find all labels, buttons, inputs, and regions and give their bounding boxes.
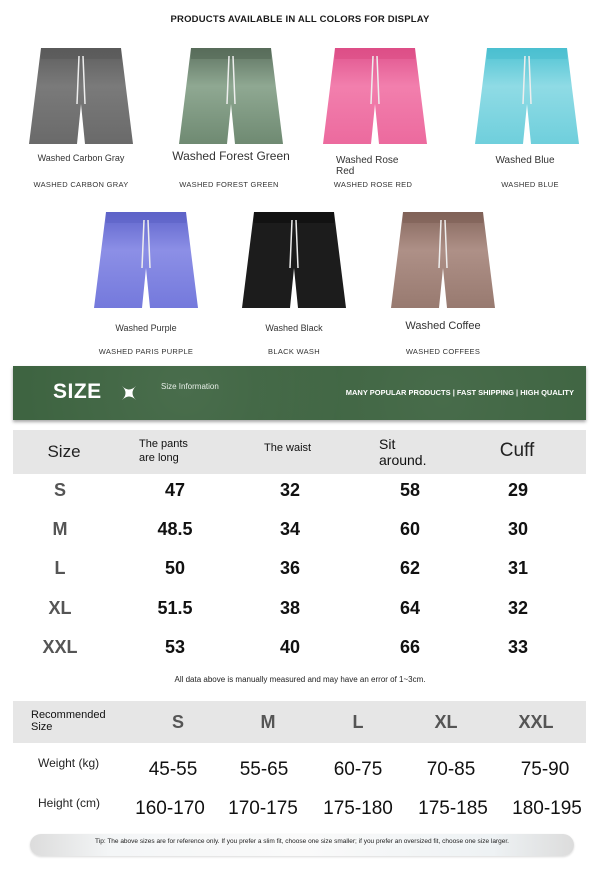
shorts-image	[467, 44, 587, 150]
header-line: The pants	[139, 438, 188, 450]
measurement-value: 38	[279, 598, 301, 618]
weight-l: 60-75	[333, 759, 383, 780]
height-s: 160-170	[135, 798, 205, 819]
measurement-value: 62	[399, 558, 421, 578]
tip-text: Tip: The above sizes are for reference only. If you prefer a slim fit, choose one size smaller; if you prefer an oversized fit, choose one size larger.	[95, 838, 509, 845]
measurement-value: 51.5	[157, 598, 193, 618]
header-line: are long	[139, 452, 179, 464]
rec-size-xxl: XXL	[518, 712, 554, 732]
size-label: XXL	[42, 637, 78, 657]
shorts-image	[21, 44, 141, 150]
shorts-image	[234, 208, 354, 314]
product-caption: BLACK WASH	[268, 347, 320, 356]
header-line: around.	[379, 452, 427, 468]
header-line: Size	[31, 721, 53, 733]
rec-size-xl: XL	[434, 712, 458, 732]
product-label: Washed Blue	[495, 155, 555, 166]
header-line: Sit	[379, 436, 396, 452]
product-carbon-gray[interactable]	[6, 44, 156, 150]
measurement-value: 29	[507, 480, 529, 500]
product-forest-green[interactable]	[156, 44, 306, 150]
height-xxl: 180-195	[512, 798, 582, 819]
measurement-value: 58	[399, 480, 421, 500]
sparkle-icon	[121, 385, 137, 401]
height-m: 170-175	[228, 798, 298, 819]
measurement-value: 30	[507, 519, 529, 539]
measurement-value: 48.5	[157, 519, 193, 539]
measurement-value: 47	[164, 480, 186, 500]
header-recommended-size	[31, 709, 131, 733]
product-label: Washed Coffee	[405, 320, 481, 332]
rec-size-s: S	[171, 712, 184, 732]
product-caption: WASHED ROSE RED	[333, 180, 413, 189]
header-cuff: Cuff	[499, 440, 535, 461]
measurement-value: 36	[279, 558, 301, 578]
header-pants-length	[139, 437, 219, 465]
measurement-value: 31	[507, 558, 529, 578]
measurement-value: 40	[279, 637, 301, 657]
header-size: Size	[47, 442, 81, 461]
weight-xl: 70-85	[426, 759, 476, 780]
measurement-value: 32	[507, 598, 529, 618]
height-l: 175-180	[323, 798, 393, 819]
product-label: Washed Rose Red	[336, 155, 399, 177]
page-title: PRODUCTS AVAILABLE IN ALL COLORS FOR DISPLAY	[170, 14, 430, 25]
size-label: M	[52, 519, 68, 539]
product-blue[interactable]	[452, 44, 600, 150]
shorts-image	[86, 208, 206, 314]
product-caption: WASHED BLUE	[501, 180, 559, 189]
product-rose-red[interactable]	[300, 44, 450, 150]
measurement-value: 66	[399, 637, 421, 657]
measurement-value: 53	[164, 637, 186, 657]
banner-tagline: MANY POPULAR PRODUCTS | FAST SHIPPING | HIGH QUALITY	[345, 388, 574, 397]
product-caption: WASHED CARBON GRAY	[33, 180, 129, 189]
header-line: Recommended	[31, 709, 106, 721]
tip-bar	[30, 834, 574, 856]
product-caption: WASHED FOREST GREEN	[179, 180, 279, 189]
product-label: Washed Purple	[115, 323, 177, 333]
rec-size-l: L	[352, 712, 364, 732]
product-caption: WASHED PARIS PURPLE	[98, 347, 194, 356]
product-black[interactable]	[219, 208, 369, 314]
banner-subtitle: Size Information	[161, 382, 219, 391]
weight-xxl: 75-90	[520, 759, 570, 780]
measurement-value: 50	[164, 558, 186, 578]
weight-label: Weight (kg)	[38, 756, 100, 770]
header-hip	[379, 436, 459, 468]
weight-s: 45-55	[148, 759, 198, 780]
product-purple[interactable]	[71, 208, 221, 314]
product-label: Washed Carbon Gray	[37, 153, 125, 163]
height-label: Height (cm)	[38, 796, 101, 810]
rec-size-m: M	[260, 712, 276, 732]
measurement-value: 60	[399, 519, 421, 539]
size-label: XL	[48, 598, 72, 618]
recommend-table-header	[13, 701, 586, 743]
measurement-value: 32	[279, 480, 301, 500]
product-caption: WASHED COFFEES	[405, 347, 481, 356]
weight-m: 55-65	[239, 759, 289, 780]
banner-title: SIZE	[53, 380, 102, 403]
height-xl: 175-185	[418, 798, 488, 819]
size-label: L	[54, 558, 66, 578]
size-banner	[13, 366, 586, 420]
product-label: Washed Forest Green	[172, 149, 290, 163]
product-label: Washed Black	[265, 323, 323, 333]
measurement-value: 34	[279, 519, 301, 539]
shorts-image	[315, 44, 435, 150]
size-table-header	[13, 430, 586, 474]
measurement-value: 33	[507, 637, 529, 657]
measurement-note: All data above is manually measured and may have an error of 1~3cm.	[174, 675, 426, 684]
product-coffee[interactable]	[368, 208, 518, 314]
shorts-image	[171, 44, 291, 150]
measurement-value: 64	[399, 598, 421, 618]
shorts-image	[383, 208, 503, 314]
size-label: S	[53, 480, 66, 500]
header-waist: The waist	[264, 442, 312, 454]
